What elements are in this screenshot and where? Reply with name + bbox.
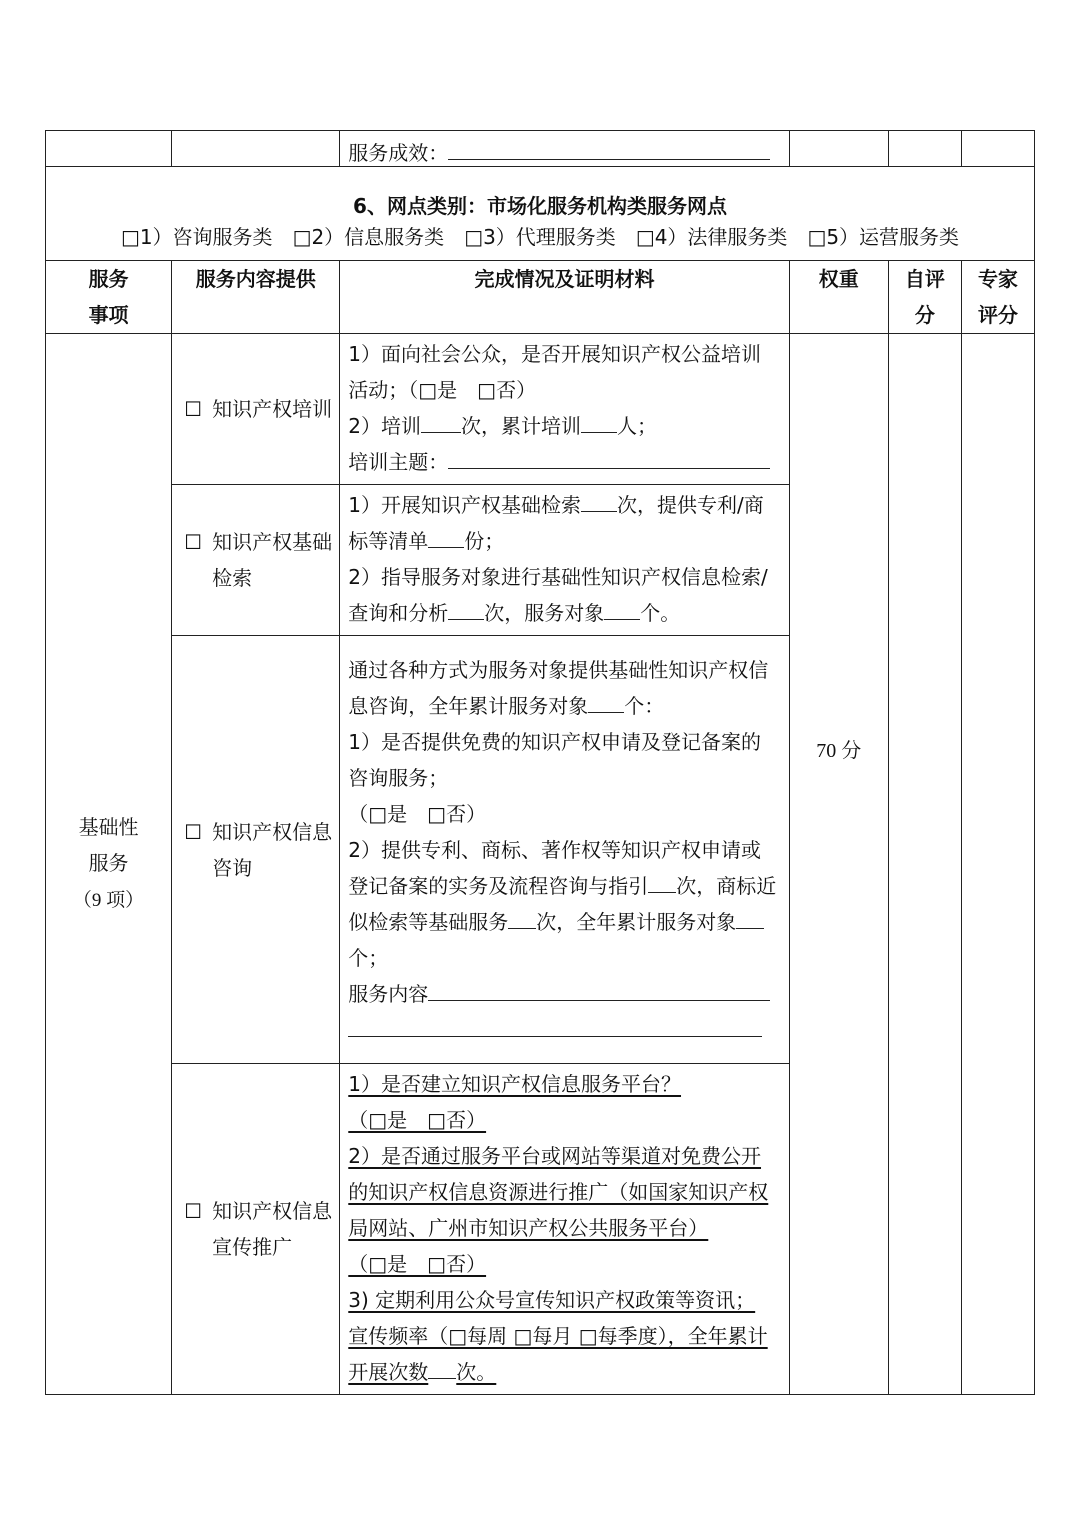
detail-consult [340, 636, 789, 1064]
header-expert-score [961, 261, 1034, 334]
detail-line: （□是 □否） [348, 1108, 487, 1132]
detail-line: 次，全年累计服务对象 [536, 910, 737, 934]
detail-line: 份； [464, 529, 505, 553]
detail-line: 次，提供专利/商标等清单 [348, 493, 764, 553]
weight-cell [789, 334, 888, 1395]
header-self-line1: 自评 [904, 267, 945, 291]
empty-cell [172, 131, 340, 167]
fill-blank[interactable] [648, 868, 676, 893]
fill-blank[interactable] [428, 523, 464, 548]
category-row [46, 167, 1035, 261]
checkbox-icon[interactable]: ☐ [184, 530, 203, 554]
fill-blank[interactable] [581, 487, 617, 512]
detail-line: 2）提供专利、商标、著作权等知识产权申请或登记备案的实务及流程咨询与指引 [348, 838, 762, 898]
checkbox-icon[interactable]: ☐ [184, 1199, 203, 1223]
detail-line: 个。 [640, 601, 681, 625]
item-cell-consult [172, 636, 340, 1064]
category-option-4[interactable]: □4）法律服务类 [635, 224, 788, 249]
category-option-3[interactable]: □3）代理服务类 [464, 224, 616, 249]
header-service-line1: 服务 [88, 267, 129, 291]
detail-line: 个： [624, 694, 665, 718]
category-title: 6、网点类别：市场化服务机构类服务网点 [353, 193, 727, 218]
detail-line: 1）开展知识产权基础检索 [348, 493, 582, 517]
checkbox-icon[interactable]: ☐ [184, 397, 203, 421]
fill-blank[interactable] [428, 1354, 456, 1379]
service-result-blank[interactable] [448, 139, 770, 160]
fill-blank[interactable] [588, 688, 624, 713]
service-result-label: 服务成效： [348, 141, 449, 165]
detail-line: 1）是否提供免费的知识产权申请及登记备案的咨询服务； [348, 730, 762, 790]
detail-line: 2）培训 [348, 414, 422, 438]
item-label-consult: 知识产权信息咨询 [212, 819, 333, 880]
detail-line: 2）指导服务对象进行基础性知识产权信息检索/查询和分析 [348, 565, 768, 625]
detail-line: （□是 □否） [348, 802, 487, 826]
fill-blank[interactable] [428, 976, 770, 1001]
header-self-score [888, 261, 961, 334]
header-completion: 完成情况及证明材料 [340, 261, 789, 334]
fill-blank[interactable] [421, 408, 461, 433]
detail-line: 次，商标近似检索等基础服务 [348, 874, 777, 934]
fill-blank[interactable] [736, 904, 764, 929]
service-result-cell [340, 131, 789, 167]
detail-line: 次。 [456, 1360, 497, 1384]
detail-promotion [340, 1064, 789, 1395]
service-line1: 基础性 [78, 815, 139, 839]
detail-line: 服务内容 [348, 982, 429, 1006]
fill-blank[interactable] [581, 408, 617, 433]
detail-line: 次，服务对象 [484, 601, 605, 625]
header-content: 服务内容提供 [172, 261, 340, 334]
fill-blank[interactable] [508, 904, 536, 929]
item-cell-training [172, 334, 340, 485]
detail-line: 培训主题： [348, 450, 449, 474]
header-expert-line1: 专家 [977, 267, 1018, 291]
service-count: （9 项） [72, 890, 145, 911]
header-row [46, 261, 1035, 334]
detail-line: 3) 定期利用公众号宣传知识产权政策等资讯； [348, 1288, 756, 1312]
category-options [46, 221, 1034, 253]
continuation-row [46, 131, 1035, 167]
empty-cell [888, 131, 961, 167]
detail-line: 次，累计培训 [461, 414, 582, 438]
detail-line: 1）是否建立知识产权信息服务平台？ [348, 1072, 682, 1096]
header-expert-line2: 评分 [977, 303, 1018, 327]
empty-cell [46, 131, 172, 167]
evaluation-table [45, 130, 1035, 1395]
fill-blank[interactable] [448, 444, 770, 469]
fill-blank[interactable] [448, 595, 484, 620]
detail-line: 人； [617, 414, 658, 438]
checkbox-icon[interactable]: ☐ [184, 819, 203, 844]
header-weight: 权重 [789, 261, 888, 334]
item-label-training: 知识产权培训 [212, 397, 333, 421]
category-option-5[interactable]: □5）运营服务类 [807, 224, 960, 249]
detail-line: 宣传频率（□每周 □每月 □每季度），全年累计开展次数 [348, 1324, 768, 1384]
detail-line: 1）面向社会公众，是否开展知识产权公益培训活动；（□是 □否） [348, 342, 762, 402]
detail-search [340, 485, 789, 636]
self-score-cell[interactable] [888, 334, 961, 1395]
fill-blank[interactable] [348, 1012, 762, 1037]
item-row-training [46, 334, 1035, 485]
detail-line: 2）是否通过服务平台或网站等渠道对免费公开的知识产权信息资源进行推广（如国家知识产权局网站、广州市知识产权公共服务平台） [348, 1144, 769, 1240]
fill-blank[interactable] [604, 595, 640, 620]
header-service-line2: 事项 [88, 303, 129, 327]
detail-training [340, 334, 789, 485]
empty-cell [961, 131, 1034, 167]
expert-score-cell[interactable] [961, 334, 1034, 1395]
item-cell-search [172, 485, 340, 636]
category-cell [46, 167, 1035, 261]
item-cell-promotion [172, 1064, 340, 1395]
category-option-1[interactable]: □1）咨询服务类 [120, 224, 273, 249]
detail-line: 通过各种方式为服务对象提供基础性知识产权信息咨询，全年累计服务对象 [348, 658, 769, 718]
category-option-2[interactable]: □2）信息服务类 [292, 224, 445, 249]
service-line2: 服务 [88, 851, 129, 875]
item-label-search: 知识产权基础检索 [212, 530, 333, 590]
header-service [46, 261, 172, 334]
service-category-cell [46, 334, 172, 1395]
item-label-promotion: 知识产权信息宣传推广 [212, 1199, 333, 1259]
detail-line: （□是 □否） [348, 1252, 487, 1276]
detail-line: 个； [348, 946, 389, 970]
header-self-line2: 分 [914, 303, 935, 327]
weight-value: 70 分 [816, 740, 862, 762]
empty-cell [789, 131, 888, 167]
